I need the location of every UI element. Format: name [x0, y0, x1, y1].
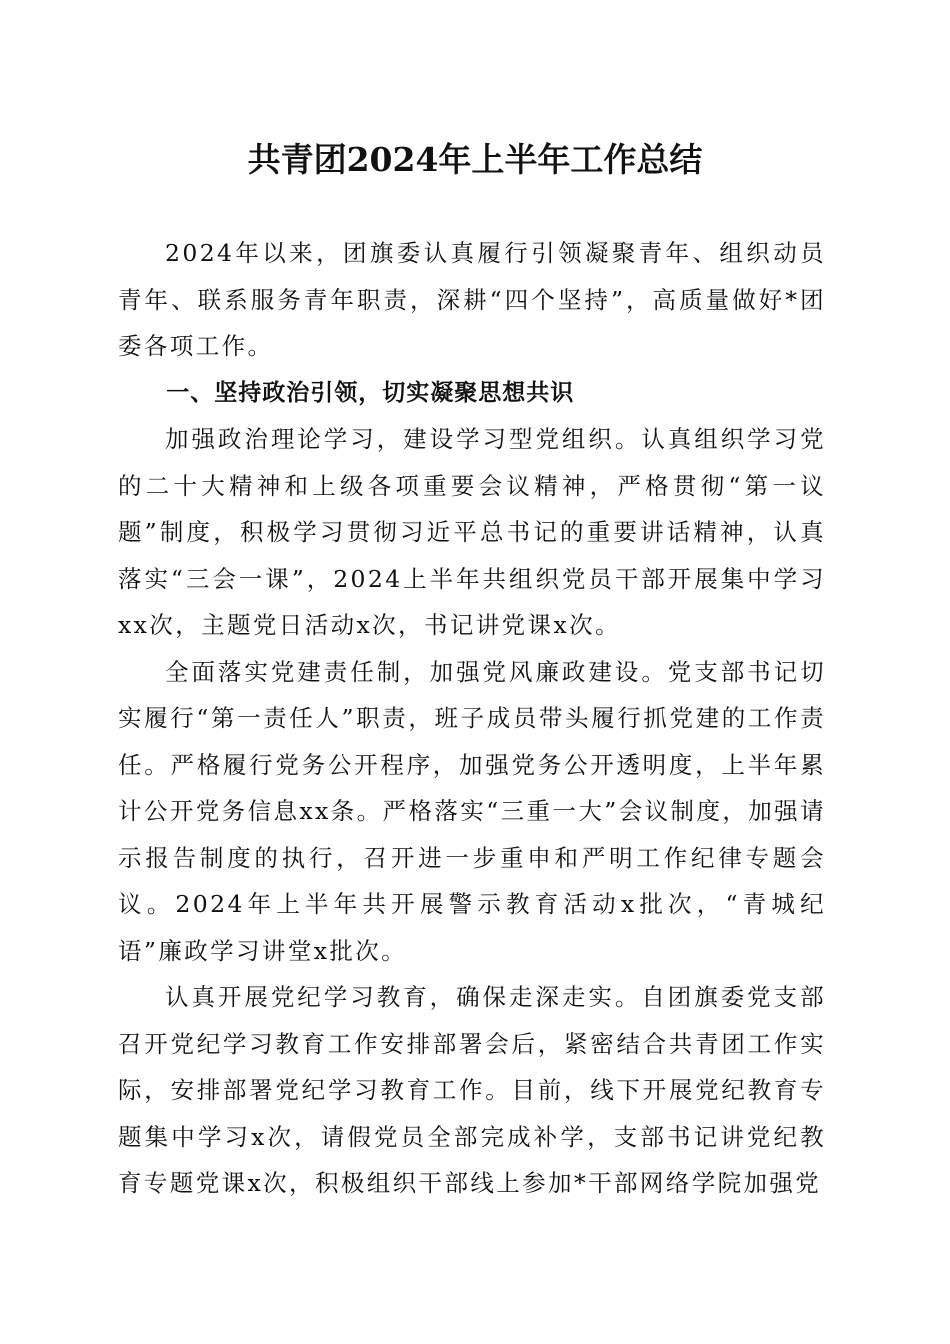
section-1-heading: 一、坚持政治引领，切实凝聚思想共识	[166, 379, 575, 406]
section-1-paragraph-2: 全面落实党建责任制，加强党风廉政建设。党支部书记切实履行“第一责任人”职责，班子成员带头履行抓党建的工作责任。严格履行党务公开程序，加强党务公开透明度，上半年累计公开党务信息xx条。严格落实“三重一大”会议制度，加强请示报告制度的执行，召开进一步重申和严明工作纪律专题会议。2024年上半年共开展警示教育活动x批次，“青城纪语”廉政学习讲堂x批次。	[118, 657, 826, 965]
document-title: 共青团2024年上半年工作总结	[247, 140, 703, 179]
intro-paragraph: 2024年以来，团旗委认真履行引领凝聚青年、组织动员青年、联系服务青年职责，深耕“四个坚持”，高质量做好*团委各项工作。	[118, 239, 826, 360]
section-1-paragraph-3: 认真开展党纪学习教育，确保走深走实。自团旗委党支部召开党纪学习教育工作安排部署会后，紧密结合共青团工作实际，安排部署党纪学习教育工作。目前，线下开展党纪教育专题集中学习x次，请假党员全部完成补学，支部书记讲党纪教育专题党课x次，积极组织干部线上参加*干部网络学院加强党	[118, 983, 826, 1197]
section-1-paragraph-1: 加强政治理论学习，建设学习型党组织。认真组织学习党的二十大精神和上级各项重要会议精神，严格贯彻“第一议题”制度，积极学习贯彻习近平总书记的重要讲话精神，认真落实“三会一课”，2024上半年共组织党员干部开展集中学习xx次，主题党日活动x次，书记讲党课x次。	[118, 425, 826, 639]
document-body	[118, 230, 826, 1207]
